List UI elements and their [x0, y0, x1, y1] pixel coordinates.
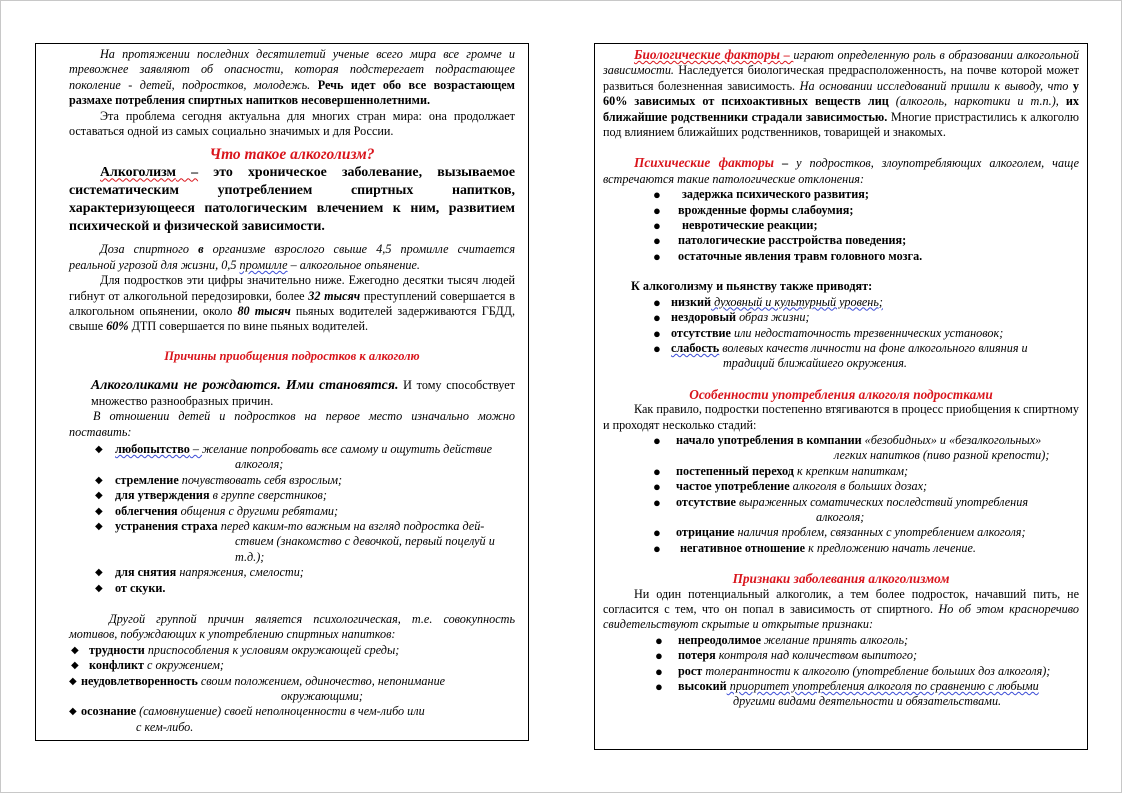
signs-title: Признаки заболевания алкоголизмом: [732, 571, 950, 587]
list-item: [653, 541, 1079, 556]
stages-list: [603, 433, 1079, 556]
also-lead-list: [603, 295, 1079, 372]
bullet-icon: ●: [653, 294, 661, 310]
list-item: [653, 326, 1079, 341]
text-span: конфликт: [89, 658, 144, 673]
text-span: ствием (знакомство с девочкой, первый поцелуй и т.д.);: [235, 534, 495, 564]
list-item: [655, 633, 1079, 648]
statistics-paragraph: [69, 273, 515, 335]
list-item: [653, 218, 1079, 233]
list-item: [653, 495, 1079, 526]
text-span: задержка психического развития;: [682, 187, 869, 202]
text-span: любопытство: [115, 441, 190, 456]
definition-text: это хроническое заболевание, вызываемое систематическим употреблением спиртных напитков, характеризующееся патологическим влечением к ним, развитием психической и физической зависимости.: [69, 165, 515, 235]
text-span: у подростков, злоупотребляющих алкоголем, чаще встречаются такие патологические отклонения:: [603, 156, 1079, 186]
bio-factors-paragraph: [603, 47, 1079, 140]
text-span: своим положением, одиночество, непонимание: [197, 673, 446, 688]
text-span: Но об этом красноречиво свидетельствуют скрытые и открытые признаки:: [603, 602, 1079, 632]
what-is-alcoholism-title: Что такое алкоголизм?: [209, 146, 375, 164]
diamond-bullet-icon: ◆: [95, 490, 103, 502]
list-item: [653, 341, 1079, 372]
dose-d: – алкогольное опьянение.: [287, 257, 420, 272]
bullet-icon: ●: [653, 325, 661, 341]
text-span: постепенный переход: [676, 463, 794, 478]
bullet-icon: ●: [653, 463, 661, 479]
text-span: к крепким напиткам;: [793, 463, 909, 478]
text-span: отрицание: [676, 525, 735, 540]
list-item: [653, 187, 1079, 202]
bullet-icon: ●: [655, 632, 663, 648]
list-item: [653, 479, 1079, 494]
diamond-bullet-icon: ◆: [95, 520, 103, 532]
text-span: образ жизни;: [736, 310, 810, 325]
dose-paragraph: [69, 242, 515, 273]
list-item: [69, 504, 515, 519]
text-span: невротические реакции;: [682, 218, 818, 233]
text-span: у 60% зависимых от психоактивных веществ лиц: [603, 78, 1080, 109]
text-span: духовный и культурный уровень;: [711, 294, 883, 309]
list-item: [69, 581, 515, 596]
text-span: –: [189, 441, 203, 456]
text-span: осознание: [81, 704, 137, 719]
signs-list: [603, 633, 1079, 710]
text-span: Многие пристрастились к алкоголю под влиянием ближайших родственников, товарищей и знакомых.: [603, 109, 1079, 140]
list-item: [653, 433, 1079, 464]
stats-a: Для подростков эти цифры значительно ниже. Ежегодно десятки тысяч людей гибнут от алкогольной передозировки, более: [69, 273, 515, 303]
text-span: [634, 48, 780, 62]
text-span: (самовнушение) своей неполноценности в чем-либо или: [136, 704, 425, 719]
text-span: окружающими;: [281, 689, 363, 703]
list-item: [69, 643, 515, 658]
definition-dash: –: [175, 165, 199, 181]
diamond-bullet-icon: ◆: [69, 706, 77, 718]
list-item: [653, 249, 1079, 264]
text-span: приоритет употребления алкоголя по сравнению с любыми: [726, 679, 1039, 694]
bullet-icon: ●: [653, 310, 661, 326]
text-span: облегчения: [115, 503, 178, 518]
not-born-big: Алкоголиками не рождаются. Ими становятся.: [91, 378, 399, 394]
text-span: напряжения, смелости;: [176, 565, 304, 580]
bullet-icon: ●: [653, 494, 661, 510]
text-span: –: [774, 156, 797, 171]
text-span: играют определенную роль в образовании алкогольной зависимости.: [603, 48, 1079, 78]
stats-d: ДТП совершается по вине пьяных водителей.: [128, 319, 369, 334]
text-span: почувствовать себя взрослым;: [178, 472, 343, 487]
text-span: к предложению начать лечение.: [805, 540, 976, 555]
stats-n2: 80 тысяч: [237, 304, 291, 319]
bio-factors-title: Биологические факторы: [634, 47, 780, 62]
text-span: нездоровый: [671, 310, 737, 325]
list-item: [653, 464, 1079, 479]
text-span: К алкоголизму и пьянству также приводят:: [631, 279, 873, 294]
features-intro: Как правило, подростки постепенно втягиваются в процесс приобщения к спиртному и проходят несколько стадий:: [603, 402, 1079, 432]
bullet-icon: ●: [653, 525, 661, 541]
text-span: общения с другими ребятами;: [177, 503, 339, 518]
text-span: слабость: [671, 340, 720, 355]
text-span: «безобидных» и «безалкогольных»: [861, 432, 1042, 447]
bullet-icon: ●: [653, 218, 661, 234]
bullet-icon: ●: [655, 648, 663, 664]
stats-n1: 32 тысяч: [308, 288, 361, 303]
text-span: [237, 304, 290, 318]
diamond-bullet-icon: ◆: [71, 644, 79, 656]
diamond-bullet-icon: ◆: [95, 443, 103, 455]
text-span: с окружением;: [143, 658, 224, 673]
psych-causes-list: [69, 643, 515, 735]
text-span: (алкоголь, наркотики и т.п.),: [888, 94, 1059, 109]
motives-list: [69, 442, 515, 596]
causes-title: Причины приобщения подростков к алкоголю: [164, 348, 420, 363]
signs-intro: [603, 587, 1079, 633]
text-span: отсутствие: [676, 494, 736, 509]
text-span: Наследуется биологическая предрасположенность, на почве которой может развиться болезненная зависимость.: [603, 63, 1079, 93]
text-span: остаточные явления травм головного мозга.: [678, 248, 923, 263]
list-item: [69, 473, 515, 488]
text-span: трудности: [89, 642, 145, 657]
bullet-icon: ●: [653, 233, 661, 249]
list-item: [655, 648, 1079, 663]
text-span: Ни один потенциальный алкоголик, а тем более подросток, начавший пить, не согласится с тем, что он попал в зависимость от спиртного.: [603, 586, 1079, 616]
text-span: для снятия: [115, 565, 177, 580]
relevance-paragraph: Эта проблема сегодня актуальна для многих стран мира: она продолжает оставаться одной из самых социально значимых и для России.: [69, 108, 515, 139]
list-item: [69, 519, 515, 565]
not-born-paragraph: [69, 378, 515, 409]
text-span: отсутствие: [671, 325, 731, 340]
text-span: негативное отношение: [680, 540, 806, 555]
bullet-icon: ●: [653, 540, 661, 556]
bullet-icon: ●: [653, 248, 661, 264]
text-span: непреодолимое: [678, 632, 761, 647]
text-span: устранения страха: [115, 518, 218, 533]
diamond-bullet-icon: ◆: [95, 582, 103, 594]
dose-promille: промилле: [239, 257, 288, 272]
left-panel: [35, 43, 529, 741]
text-span: [189, 242, 213, 256]
intro-italic: На протяжении последних десятилетий ученые всего мира все громче и тревожнее заявляют об опасности, которая подстерегает подрастающее поколение - детей, подростков, молодежь.: [69, 47, 515, 92]
list-item: [69, 658, 515, 673]
text-span: с кем-либо.: [136, 719, 194, 734]
stats-b: преступлений совершается в алкогольном опьянении, около: [69, 288, 515, 319]
text-span: наличия проблем, связанных с употреблением алкоголя;: [734, 525, 1026, 540]
text-span: [634, 156, 774, 170]
text-span: перед каким-то важным на взгляд подростка дей-: [217, 518, 485, 533]
text-span: выраженных соматических последствий употребления: [735, 494, 1028, 509]
bullet-icon: ●: [655, 679, 663, 695]
list-item: [653, 525, 1079, 540]
diamond-bullet-icon: ◆: [95, 474, 103, 486]
stats-c: пьяных водителей задерживаются ГБДД, свыше: [69, 304, 515, 334]
text-span: неудовлетворенность: [81, 673, 198, 688]
right-panel: [594, 43, 1088, 750]
text-span: [106, 319, 128, 333]
text-span: алкоголя;: [235, 457, 284, 472]
intro-bold: Речь идет обо все возрастающем размахе потребления спиртных напитков несовершеннолетними.: [69, 77, 515, 108]
psych-factors-title: Психические факторы: [634, 155, 775, 171]
list-item: [655, 664, 1079, 679]
text-span: патологические расстройства поведения;: [678, 233, 907, 248]
text-span: алкоголя в больших дозах;: [789, 479, 928, 494]
list-item: [69, 442, 515, 473]
dose-b: в: [188, 242, 213, 257]
text-span: от скуки.: [115, 580, 166, 595]
psych-factors-paragraph: [603, 155, 1079, 187]
dose-a: Доза спиртного: [100, 242, 189, 257]
pathologies-list: [603, 187, 1079, 264]
list-item: [653, 233, 1079, 248]
list-item: [653, 310, 1079, 325]
text-span: начало употребления в компании: [676, 432, 862, 447]
list-item: [69, 488, 515, 503]
text-span: их ближайшие родственники страдали зависимостью.: [603, 94, 1079, 124]
bullet-icon: ●: [653, 202, 661, 218]
text-span: алкоголя;: [816, 509, 865, 524]
text-span: в группе сверстников;: [209, 488, 327, 503]
list-item: [69, 704, 515, 735]
definition-term: Алкоголизм: [100, 165, 176, 181]
text-span: желание попробовать все самому и ощутить действие: [202, 441, 492, 456]
first-place-paragraph: В отношении детей и подростков на первое место изначально можно поставить:: [69, 409, 515, 439]
text-span: высокий: [678, 679, 727, 694]
dose-c: организме взрослого свыше 4,5 промилле считается реальной угрозой для жизни, 0,5: [69, 242, 515, 272]
text-span: приспособления к условиям окружающей среды;: [144, 642, 400, 657]
text-span: потеря: [678, 648, 716, 663]
bullet-icon: ●: [655, 663, 663, 679]
text-span: или недостаточность трезвеннических установок;: [730, 325, 1004, 340]
list-item: [653, 203, 1079, 218]
text-span: низкий: [671, 294, 712, 309]
bullet-icon: ●: [653, 340, 661, 356]
text-span: стремление: [115, 472, 179, 487]
text-span: легких напитков (пиво разной крепости);: [834, 448, 1050, 463]
diamond-bullet-icon: ◆: [95, 505, 103, 517]
list-item: [69, 565, 515, 580]
text-span: контроля над количеством выпитого;: [715, 648, 918, 663]
also-lead-title: [603, 279, 1079, 294]
text-span: другими видами деятельности и обязательствами.: [733, 694, 1002, 709]
bullet-icon: ●: [653, 432, 661, 448]
text-span: волевых качеств личности на фоне алкогольного влияния и: [719, 340, 1028, 355]
diamond-bullet-icon: ◆: [95, 567, 103, 579]
list-item: [69, 674, 515, 705]
definition-paragraph: [69, 164, 515, 236]
intro-paragraph: [69, 47, 515, 109]
text-span: толерантности к алкоголю (употребление больших доз алкоголя);: [702, 663, 1051, 678]
features-title: Особенности употребления алкоголя подростками: [689, 386, 993, 402]
text-span: желание принять алкоголь;: [761, 632, 909, 647]
text-span: На основании исследований пришли к выводу, что: [799, 78, 1069, 93]
text-span: врожденные формы слабоумия;: [678, 202, 854, 217]
text-span: частое употребление: [676, 479, 790, 494]
diamond-bullet-icon: ◆: [69, 675, 77, 687]
bullet-icon: ●: [653, 479, 661, 495]
bullet-icon: ●: [653, 187, 661, 203]
list-item: [653, 295, 1079, 310]
text-span: [308, 289, 360, 303]
text-span: –: [779, 48, 794, 62]
text-span: традиций ближайшего окружения.: [723, 356, 907, 371]
text-span: рост: [678, 663, 703, 678]
stats-n3: 60%: [106, 319, 129, 334]
diamond-bullet-icon: ◆: [71, 660, 79, 672]
list-item: [655, 679, 1079, 710]
psych-group-paragraph: Другой группой причин является психологическая, т.е. совокупность мотивов, побуждающих к употреблению спиртных напитков:: [69, 611, 515, 642]
text-span: для утверждения: [115, 488, 210, 503]
not-born-rest: И тому способствует множество разнообразных причин.: [91, 378, 515, 408]
text-span: [91, 378, 398, 392]
